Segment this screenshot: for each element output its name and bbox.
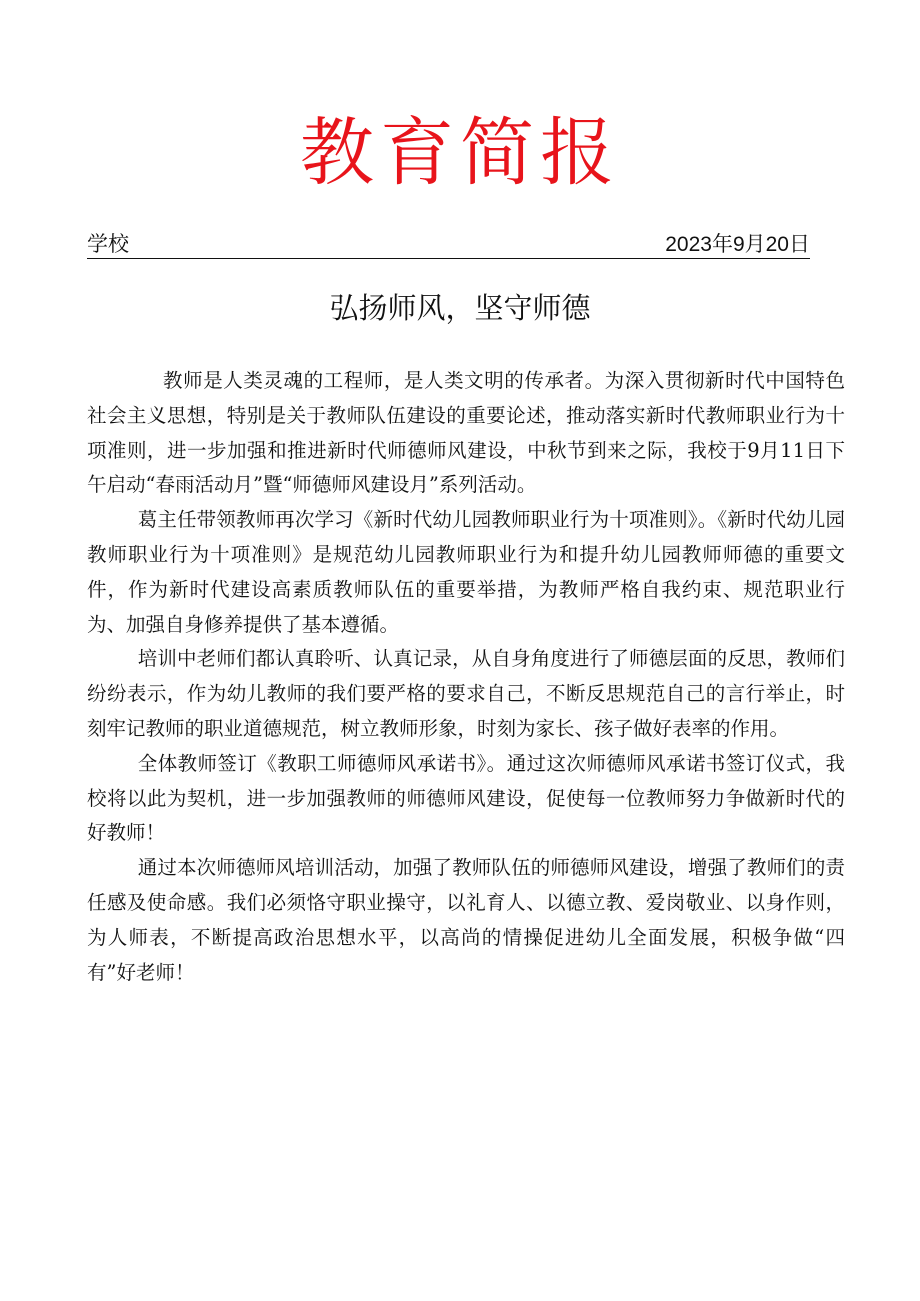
paragraph-conclusion: 通过本次师德师风培训活动，加强了教师队伍的师德师风建设，增强了教师们的责任感及使命感。我们必须恪守职业操守，以礼育人、以德立教、爱岗敬业、以身作则，为人师表，不断提高政治思想水平，以高尚的情操促进幼儿全面发展，积极争做“四有”好老师！ (87, 856, 845, 984)
school-label: 学校 (87, 233, 129, 256)
newsletter-masthead: 教育简报 (300, 110, 620, 196)
article-title: 弘扬师风，坚守师德 (329, 291, 591, 325)
paragraph-training: 培训中老师们都认真聆听、认真记录，从自身角度进行了师德层面的反思，教师们纷纷表示，作为幼儿教师的我们要严格的要求自己，不断反思规范自己的言行举止，时刻牢记教师的职业道德规范，树立教师形象，时刻为家长、孩子做好表率的作用。 (87, 647, 845, 740)
paragraph-pledge: 全体教师签订《教职工师德师风承诺书》。通过这次师德师风承诺书签订仪式，我校将以此为契机，进一步加强教师的师德师风建设，促使每一位教师努力争做新时代的好教师！ (87, 751, 845, 845)
paragraph-study: 葛主任带领教师再次学习《新时代幼儿园教师职业行为十项准则》。《新时代幼儿园教师职业行为十项准则》是规范幼儿园教师职业行为和提升幼儿园教师师德的重要文件，作为新时代建设高素质教师队伍的重要举措，为教师严格自我约束、规范职业行为、加强自身修养提供了基本遵循。 (87, 508, 845, 636)
issue-date: 2023年9月20日 (665, 233, 810, 256)
issue-info-line (87, 231, 810, 259)
article-body (87, 364, 845, 990)
paragraph-intro: 教师是人类灵魂的工程师，是人类文明的传承者。为深入贯彻新时代中国特色社会主义思想，特别是关于教师队伍建设的重要论述，推动落实新时代教师职业行为十项准则，进一步加强和推进新时代师德师风建设，中秋节到来之际，我校于9月11日下午启动“春雨活动月”暨“师德师风建设月”系列活动。 (87, 369, 845, 497)
